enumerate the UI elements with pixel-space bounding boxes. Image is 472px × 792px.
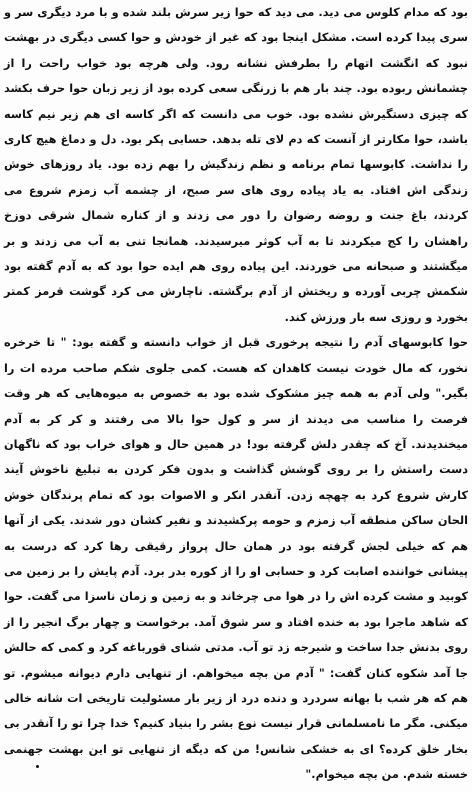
paragraph: حوا کابوسهای آدم را نتیجه پرخوری قبل از خواب دانسته و گفته بود: " تا خرخره نخور، که مال خودت نیست کاهدان که هست. کمی جلوی شکم صاحب مرده ات را بگیر." ولی آدم به همه چیز مشکوک شده بود به خصوص به میوه‌هایی که هر وقت فرصت را مناسب می دیدند از سر و کول حوا بالا می رفتند و کر کر به آدم میخندیدند. آخ که چقدر دلش گرفته بود! در همین حال و هوای خراب بود که ناگهان دست راستش را بر روی گوشش گذاشت و بدون فکر کردن به تبلیغ ناخوش آیند کارش شروع کرد به چهچه زدن. آنقدر انکر و الاصوات بود که تمام پرندگان خوش الحان ساکن منطقه آب زمزم و حومه پرکشیدند و نفیر کشان دور شدند. یکی از آنها هم که خیلی لجش گرفته بود در همان حال پرواز رقیقی رها کرد که درست به پیشانی خواننده اصابت کرد و حسابی او را از کوره بدر برد. آدم پایش را بر زمین می کوبید و مشت کرده اش را در هوا می چرخاند و به زمین و زمان ناسزا می گفت. حوا که شاهد ماجرا بود به خنده افتاد و سر شوق آمد. برخواست و چهار برگ انجیر را از روی بدنش جدا ساخت و شیرجه زد تو آب. مدتی شنای قورباغه کرد و کمی که حالش جا آمد شکوه کنان گفت: " آدم من بچه میخواهم. از تنهایی دارم دیوانه میشوم. تو هم که هر شب با بهانه سردرد و دنده درد از زیر بار مسئولیت تاریخی ات شانه خالی میکنی. مگر ما نامسلمانی قرار نیست نوع بشر را بنیاد کنیم؟ خدا چرا تو را آنقدر بی بخار خلق کرده؟ ای به خشکی شانس! من که دیگه از تنهایی تو این بهشت جهنمی خسته شدم. من بچه میخوام."	[4, 336, 468, 782]
ink-speck	[36, 765, 39, 768]
paragraph: بود که مدام کلوس می دید. می دید که حوا زیر سرش بلند شده و با مرد دیگری سر و سری پیدا کرده است. مشکل اینجا بود که غیر از خودش و حوا کسی دیگری در بهشت نبود که انگشت اتهام را بطرفش نشانه رود. ولی هرچه بود خواب راحت را از چشمانش ربوده بود. چند بار هم با زرنگی سعی کرده بود از زیر زبان حوا حرف بکشد که چیزی دستگیرش نشده بود. خوب می دانست که اگر کاسه ای هم زیر نیم کاسه باشد، حوا مکارتر از آنست که دم لای تله بدهد. حسابی پکر بود. دل و دماغ هیچ کاری را نداشت. کابوسها تمام برنامه و نظم زندگیش را بهم زده بود. یاد روزهای خوش زندگی اش افتاد. به یاد پیاده روی های سر صبح، از چشمه آب زمزم شروع می کردند، باغ جنت و روضه رضوان را دور می زدند و از کناره شمال شرقی دوزخ راهشان را کج میکردند تا به آب کوثر میرسیدند. همانجا تنی به آب می زدند و بر میگشتند و صبحانه می خوردند. این پیاده روی هم ایده حوا بود که به آدم گفته بود شکمش چربی آورده و ریختش از آدم برگشته. ناچارش می کرد گوشت قرمز کمتر بخورد و روزی سه بار ورزش کند.	[4, 6, 468, 324]
